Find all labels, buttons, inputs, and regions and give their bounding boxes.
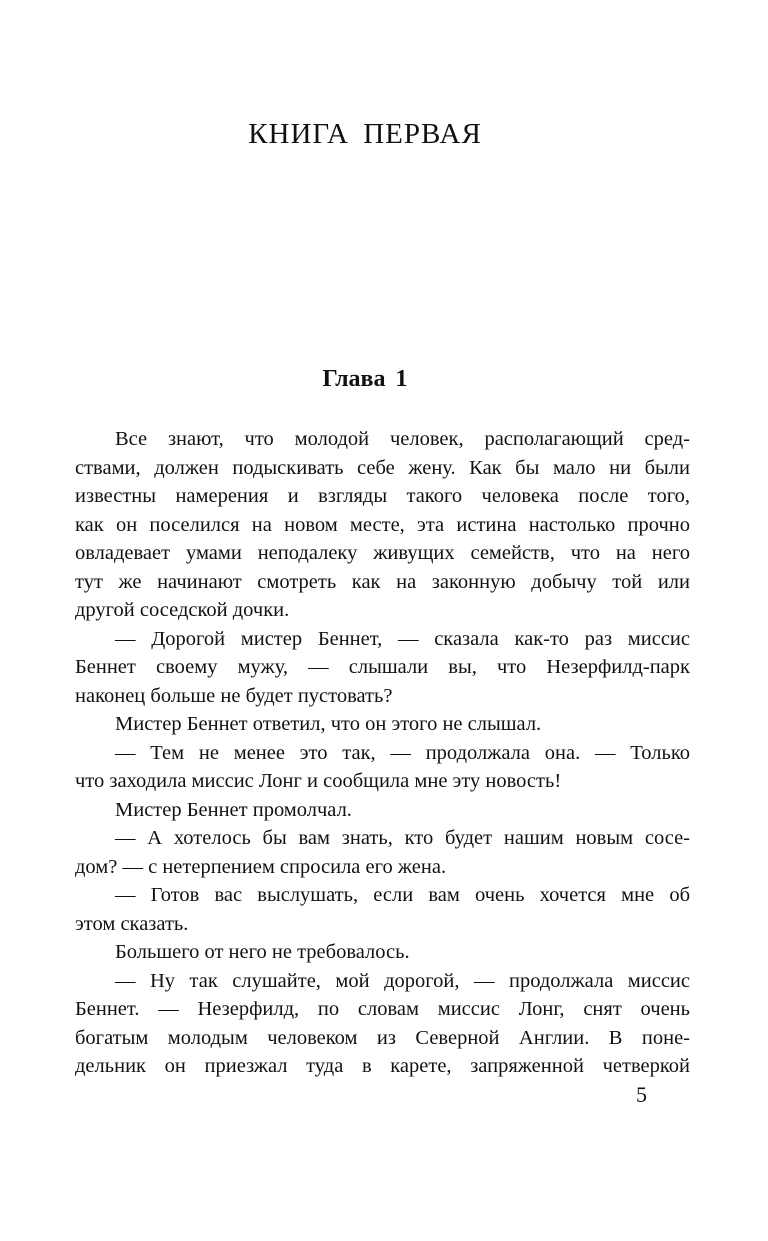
text-line: ствами, должен подыскивать себе жену. Как бы мало ни были [75, 456, 690, 479]
text-line: — Тем не менее это так, — продолжала она. — Только [115, 741, 690, 764]
text-line: как он поселился на новом месте, эта истина настолько прочно [75, 513, 690, 536]
text-line: Мистер Беннет промолчал. [115, 798, 352, 821]
text-line: наконец больше не будет пустовать? [75, 684, 393, 707]
text-line: Большего от него не требовалось. [115, 941, 410, 963]
text-line: Мистер Беннет ответил, что он этого не слышал. [115, 713, 542, 735]
text-line: — Готов вас выслушать, если вам очень хочется мне об [115, 884, 690, 906]
chapter-title: Глава 1 [322, 366, 408, 392]
text-line: другой соседской дочки. [75, 599, 290, 621]
text-line: этом сказать. [75, 912, 189, 935]
page-number: 5 [636, 1082, 647, 1107]
text-line: Все знают, что молодой человек, располагающий сред- [115, 428, 690, 450]
text-line: — Ну так слушайте, мой дорогой, — продолжала миссис [115, 969, 690, 992]
body-text [75, 425, 690, 1081]
text-line: известны намерения и взгляды такого человека после того, [75, 485, 690, 507]
text-line: — А хотелось бы вам знать, кто будет нашим новым сосе- [115, 827, 690, 849]
text-line: дельник он приезжал туда в карете, запряженной четверкой [75, 1055, 690, 1077]
text-line: тут же начинают смотреть как на законную добычу той или [75, 570, 690, 593]
text-line: овладевает умами неподалеку живущих семейств, что на него [75, 542, 690, 564]
text-line: Беннет своему мужу, — слышали вы, что Незерфилд-парк [75, 656, 690, 678]
text-line: богатым молодым человеком из Северной Англии. В поне- [75, 1026, 690, 1049]
text-line: что заходила миссис Лонг и сообщила мне эту новость! [75, 770, 562, 792]
text-line: Беннет. — Незерфилд, по словам миссис Лонг, снят очень [75, 998, 690, 1020]
text-line: дом? — с нетерпением спросила его жена. [75, 855, 447, 878]
text-line: — Дорогой мистер Беннет, — сказала как-то раз миссис [115, 627, 690, 650]
book-title: КНИГА ПЕРВАЯ [248, 118, 482, 150]
